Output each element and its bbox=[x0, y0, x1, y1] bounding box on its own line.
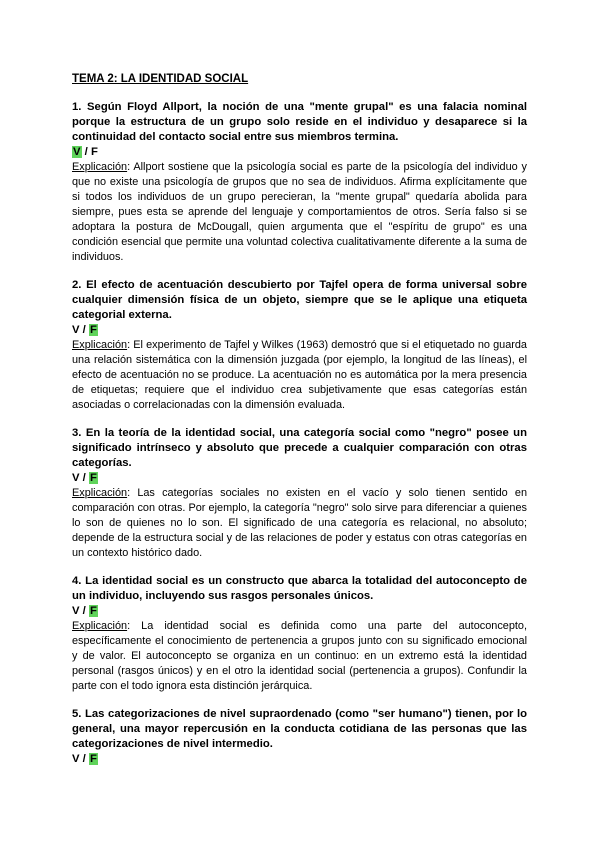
option-false: F bbox=[89, 605, 97, 617]
question-3 bbox=[72, 426, 527, 561]
question-4 bbox=[72, 574, 527, 694]
explanation bbox=[72, 486, 527, 561]
true-false-marker bbox=[72, 145, 527, 160]
option-false: F bbox=[89, 472, 97, 484]
option-false: F bbox=[89, 753, 97, 765]
page-title: TEMA 2: LA IDENTIDAD SOCIAL bbox=[72, 73, 249, 85]
explanation bbox=[72, 160, 527, 265]
option-true: V bbox=[72, 472, 80, 484]
option-separator: / bbox=[79, 324, 89, 336]
explanation-label: Explicación bbox=[72, 620, 128, 632]
explanation-label: Explicación bbox=[72, 161, 128, 173]
question-text: 4. La identidad social es un constructo que abarca la totalidad del autoconcepto de un individuo, incluyendo sus rasgos personales únicos. bbox=[72, 575, 527, 602]
explanation-text: : La identidad social es definida como una parte del autoconcepto, específicamente el conocimiento de pertenencia a grupos junto con su significado emocional y de valor. El autoconcepto se organiza en un continuo: en un extremo está la identidad personal (rasgos únicos) y en el otro la identidad social (pertenencia a grupos). Confundir la parte con el todo ignora esta distinción jerárquica. bbox=[72, 620, 527, 692]
true-false-marker bbox=[72, 752, 527, 767]
option-separator: / bbox=[79, 753, 89, 765]
true-false-marker bbox=[72, 471, 527, 486]
document-page bbox=[72, 72, 527, 780]
option-true: V bbox=[72, 324, 80, 336]
option-false: F bbox=[90, 146, 98, 158]
true-false-marker bbox=[72, 323, 527, 338]
explanation-text: : Allport sostiene que la psicología social es parte de la psicología del individuo y que no existe una psicología de grupos que no sea de individuos. Afirma explícitamente que si todos los individuos de un grupo perecieran, la "mente grupal" quedaría abolida para siempre, pues esta se aprende del lenguaje y comportamientos de otros. Sería falso si se adoptara la postura de McDougall, quien argumenta que el "espíritu de grupo" es una condición esencial que permite una voluntad colectiva cualitativamente diferente a la suma de individuos. bbox=[72, 161, 527, 263]
option-separator: / bbox=[79, 472, 89, 484]
question-2 bbox=[72, 278, 527, 413]
option-false: F bbox=[89, 324, 97, 336]
question-text: 5. Las categorizaciones de nivel supraordenado (como "ser humano") tienen, por lo general, una mayor repercusión en la conducta cotidiana de las personas que las categorizaciones de nivel intermedio. bbox=[72, 708, 527, 750]
option-separator: / bbox=[81, 146, 91, 158]
option-true: V bbox=[72, 753, 80, 765]
question-text: 3. En la teoría de la identidad social, una categoría social como "negro" posee un significado intrínseco y absoluto que precede a cualquier comparación con otras categorías. bbox=[72, 427, 527, 469]
explanation-text: : El experimento de Tajfel y Wilkes (1963) demostró que si el etiquetado no guarda una relación sistemática con la dimensión juzgada (por ejemplo, la longitud de las líneas), el efecto de acentuación no se produce. La acentuación no es automática por la mera presencia de etiquetas; requiere que el individuo crea subjetivamente que esas categorías están asociadas o correlacionadas con la dimensión evaluada. bbox=[72, 339, 527, 411]
option-separator: / bbox=[79, 605, 89, 617]
explanation-label: Explicación bbox=[72, 339, 128, 351]
explanation-label: Explicación bbox=[72, 487, 128, 499]
option-true: V bbox=[73, 146, 81, 158]
true-false-marker bbox=[72, 604, 527, 619]
explanation bbox=[72, 619, 527, 694]
option-true: V bbox=[72, 605, 80, 617]
question-text: 2. El efecto de acentuación descubierto por Tajfel opera de forma universal sobre cualquier dimensión física de un objeto, siempre que se le aplique una etiqueta categorial externa. bbox=[72, 279, 527, 321]
explanation bbox=[72, 338, 527, 413]
question-1 bbox=[72, 100, 527, 265]
question-text: 1. Según Floyd Allport, la noción de una "mente grupal" es una falacia nominal porque la estructura de un grupo solo reside en el individuo y desaparece si la continuidad del contacto social entre sus miembros termina. bbox=[72, 101, 527, 143]
question-5 bbox=[72, 707, 527, 767]
explanation-text: : Las categorías sociales no existen en el vacío y solo tienen sentido en comparación con otras. Por ejemplo, la categoría "negro" solo sirve para diferenciar a quienes lo son de quienes no lo son. El significado de una categoría es relacional, no absoluto; depende de la estructura social y de las relaciones de poder y estatus con otras categorías en un contexto histórico dado. bbox=[72, 487, 527, 559]
